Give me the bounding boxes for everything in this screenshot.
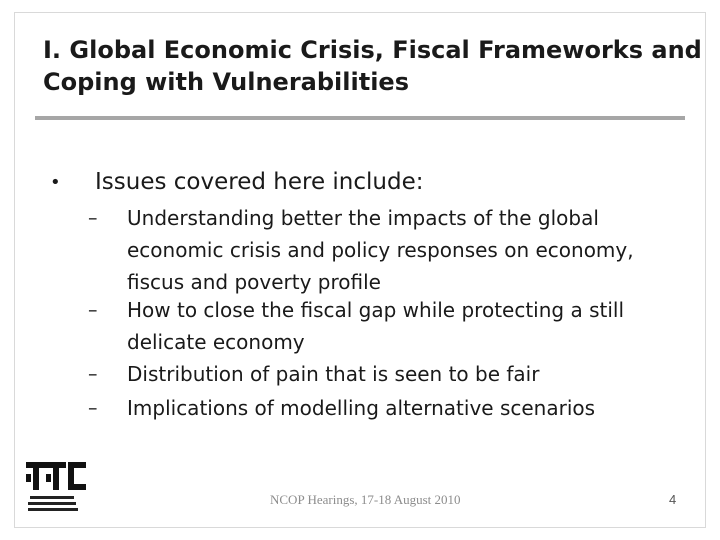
bullet-text: Issues covered here include: — [95, 169, 424, 195]
dash-marker: – — [88, 397, 98, 419]
dash-marker: – — [88, 363, 98, 385]
slide-title: I. Global Economic Crisis, Fiscal Frameworks and Coping with Vulnerabilities — [43, 36, 702, 96]
sub-bullet-text: How to close the fiscal gap while protecting a still delicate economy — [127, 298, 625, 354]
footer-text: NCOP Hearings, 17-18 August 2010 — [270, 492, 461, 507]
ffc-logo — [24, 460, 88, 520]
bullet-marker: • — [50, 172, 61, 193]
sub-bullet-text: Distribution of pain that is seen to be fair — [127, 362, 540, 386]
sub-bullet-text: Implications of modelling alternative scenarios — [127, 396, 596, 420]
sub-bullet-text: Understanding better the impacts of the global economic crisis and policy responses on economy, fiscus and poverty profile — [127, 206, 634, 294]
dash-marker: – — [88, 299, 98, 321]
dash-marker: – — [88, 207, 98, 229]
page-number: 4 — [669, 492, 677, 507]
